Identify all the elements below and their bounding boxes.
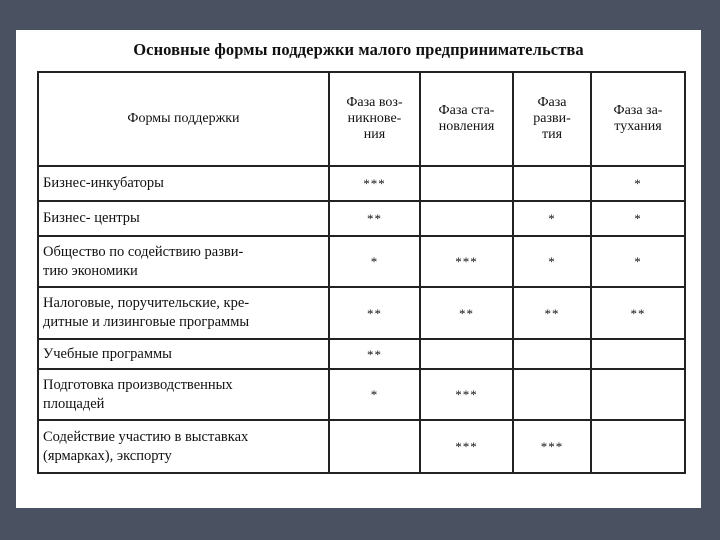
table-row xyxy=(38,287,685,339)
phase-rating-cell xyxy=(329,420,420,473)
phase-rating-cell xyxy=(513,339,591,369)
phase-rating-cell: ** xyxy=(420,287,513,339)
table-header-row xyxy=(38,72,685,166)
phase-rating-cell: ** xyxy=(591,287,685,339)
phase-rating-cell xyxy=(513,369,591,420)
header-cell: Фаза воз- никнове- ния xyxy=(329,72,420,166)
support-form-label: Бизнес-инкубаторы xyxy=(38,166,329,201)
header-cell: Фаза ста- новления xyxy=(420,72,513,166)
header-cell: Формы поддержки xyxy=(38,72,329,166)
phase-rating-cell xyxy=(513,166,591,201)
table-row xyxy=(38,339,685,369)
phase-rating-cell xyxy=(420,339,513,369)
support-form-label: Общество по содействию разви- тию экономики xyxy=(38,236,329,287)
document-title: Основные формы поддержки малого предпринимательства xyxy=(133,40,584,59)
table-row xyxy=(38,236,685,287)
phase-rating-cell: ** xyxy=(329,287,420,339)
phase-rating-cell: *** xyxy=(329,166,420,201)
header-cell: Фаза разви- тия xyxy=(513,72,591,166)
support-forms-table xyxy=(37,71,686,474)
document-page xyxy=(16,30,701,508)
support-form-label: Подготовка производственных площадей xyxy=(38,369,329,420)
phase-rating-cell xyxy=(420,166,513,201)
phase-rating-cell: * xyxy=(513,236,591,287)
support-form-label: Налоговые, поручительские, кре- дитные и лизинговые программы xyxy=(38,287,329,339)
phase-rating-cell: * xyxy=(329,236,420,287)
header-cell: Фаза за- тухания xyxy=(591,72,685,166)
phase-rating-cell xyxy=(591,420,685,473)
table-row xyxy=(38,201,685,236)
phase-rating-cell: * xyxy=(591,166,685,201)
phase-rating-cell: *** xyxy=(513,420,591,473)
phase-rating-cell xyxy=(591,339,685,369)
support-form-label: Бизнес- центры xyxy=(38,201,329,236)
phase-rating-cell: *** xyxy=(420,420,513,473)
phase-rating-cell: * xyxy=(329,369,420,420)
phase-rating-cell: * xyxy=(591,201,685,236)
phase-rating-cell: ** xyxy=(329,201,420,236)
phase-rating-cell: *** xyxy=(420,369,513,420)
table-row xyxy=(38,166,685,201)
support-form-label: Учебные программы xyxy=(38,339,329,369)
phase-rating-cell: *** xyxy=(420,236,513,287)
phase-rating-cell xyxy=(591,369,685,420)
table-row xyxy=(38,420,685,473)
support-form-label: Содействие участию в выставках (ярмарках), экспорту xyxy=(38,420,329,473)
phase-rating-cell: * xyxy=(591,236,685,287)
phase-rating-cell: ** xyxy=(513,287,591,339)
phase-rating-cell xyxy=(420,201,513,236)
phase-rating-cell: * xyxy=(513,201,591,236)
table-row xyxy=(38,369,685,420)
phase-rating-cell: ** xyxy=(329,339,420,369)
